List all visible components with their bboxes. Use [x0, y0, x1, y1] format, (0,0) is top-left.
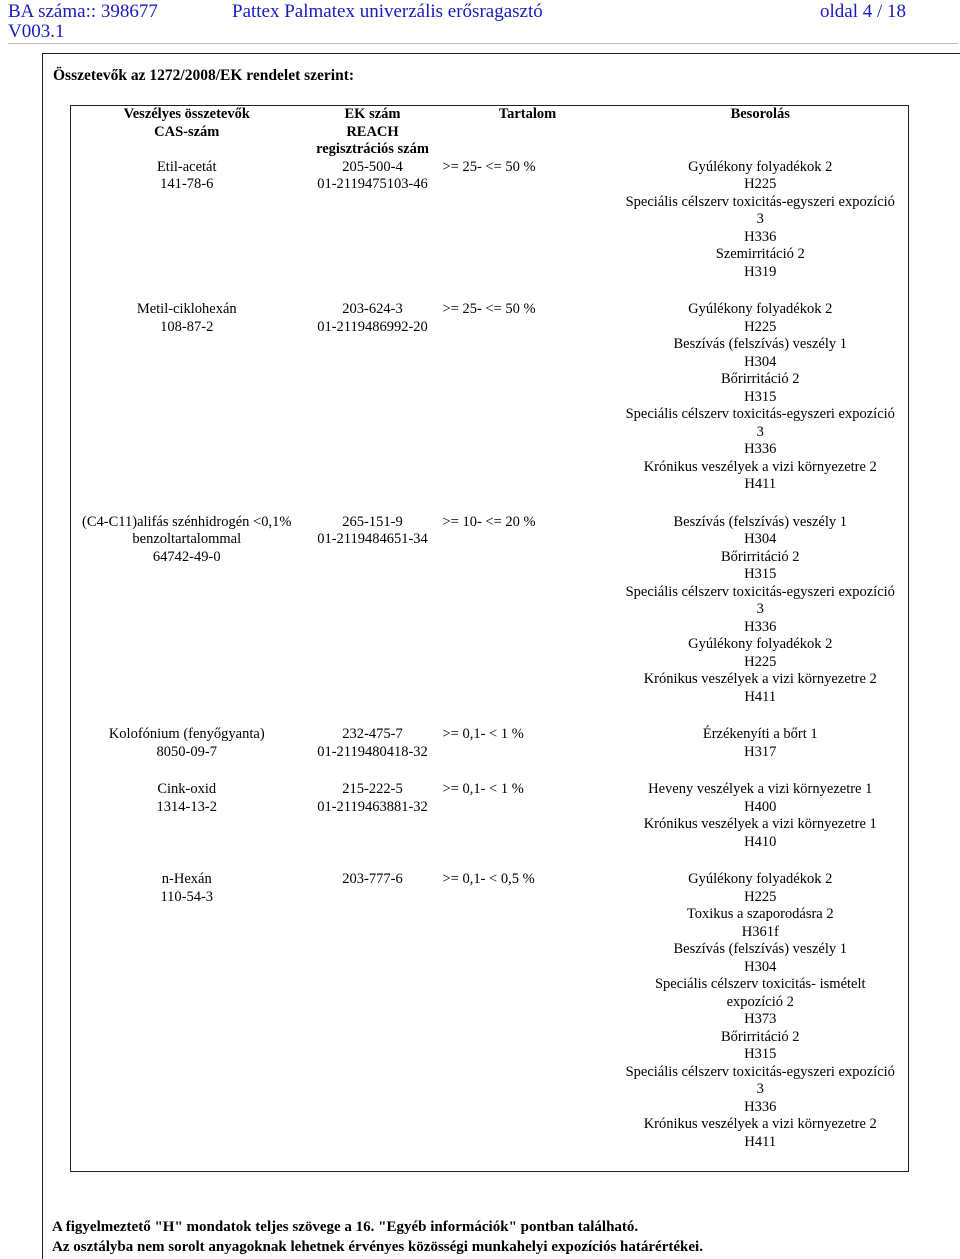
ec-number-cell: 203-624-3 01-2119486992-20	[317, 301, 428, 335]
header-hazardous-components: Veszélyes összetevők CAS-szám	[123, 106, 250, 140]
content-cell: >= 0,1- < 1 %	[442, 726, 524, 742]
classification-cell: Heveny veszélyek a vizi környezetre 1 H400 Krónikus veszélyek a vizi környezetre 1 H410	[643, 781, 877, 850]
page-number: oldal 4 / 18	[820, 1, 907, 22]
header-content: Tartalom	[498, 106, 557, 122]
ec-number-cell: 215-222-5 01-2119463881-32	[317, 781, 428, 815]
table-header-row	[71, 106, 909, 159]
component-name-cell: Etil-acetát 141-78-6	[156, 158, 217, 192]
table-row	[71, 159, 909, 302]
ec-number-cell: 265-151-9 01-2119484651-34	[317, 513, 428, 547]
page-header	[0, 0, 960, 44]
component-name-cell: Kolofónium (fenyőgyanta) 8050-09-7	[108, 726, 265, 760]
ec-number-cell: 205-500-4 01-2119475103-46	[317, 158, 428, 192]
table-row	[71, 301, 909, 514]
ec-number-cell: 203-777-6	[342, 871, 403, 887]
header-classification: Besorolás	[730, 106, 790, 122]
document-id: BA száma:: 398677	[8, 1, 158, 22]
content-cell: >= 0,1- < 1 %	[442, 781, 524, 797]
classification-cell: Gyúlékony folyadékok 2 H225 Toxikus a szaporodásra 2 H361f Beszívás (felszívás) veszély 1 H304 Speciális célszerv toxicitás- ismételt expozíció 2 H373 Bőrirritáció 2 H315 Speciális célszerv toxicitás-egyszeri expozíció 3 H336 Krónikus veszélyek a vizi környezetre 2 H411	[625, 871, 895, 1150]
component-name-cell: Metil-ciklohexán 108-87-2	[136, 301, 237, 335]
document-version: V003.1	[8, 21, 65, 42]
classification-cell: Érzékenyíti a bőrt 1 H317	[702, 726, 818, 760]
classification-cell: Gyúlékony folyadékok 2 H225 Beszívás (felszívás) veszély 1 H304 Bőrirritáció 2 H315 Speciális célszerv toxicitás-egyszeri expozíció 3 H336 Krónikus veszélyek a vizi környezetre 2 H411	[625, 301, 895, 492]
component-name-cell: n-Hexán 110-54-3	[160, 871, 214, 905]
components-table	[70, 105, 909, 1172]
component-name-cell: Cink-oxid 1314-13-2	[156, 781, 217, 815]
classification-cell: Gyúlékony folyadékok 2 H225 Speciális célszerv toxicitás-egyszeri expozíció 3 H336 Szemirritáció 2 H319	[625, 158, 895, 280]
section-title: Összetevők az 1272/2008/EK rendelet szerint:	[53, 67, 355, 84]
header-divider	[8, 43, 958, 44]
header-ec-number: EK szám REACH regisztrációs szám	[316, 106, 429, 157]
component-name-cell: (C4-C11)alifás szénhidrogén <0,1% benzoltartalommal 64742-49-0	[82, 513, 292, 565]
content-cell: >= 25- <= 50 %	[442, 301, 536, 317]
table-row	[71, 514, 909, 727]
content-cell: >= 10- <= 20 %	[442, 513, 536, 530]
ec-number-cell: 232-475-7 01-2119480418-32	[317, 726, 428, 760]
table-row	[71, 726, 909, 781]
content-cell: >= 25- <= 50 %	[442, 158, 536, 175]
footer-note-exposure-limits: Az osztályba nem sorolt anyagoknak lehetnek érvényes közösségi munkahelyi expozíciós határértékei.	[52, 1239, 703, 1255]
product-name: Pattex Palmatex univerzális erősragasztó	[232, 1, 543, 22]
classification-cell: Beszívás (felszívás) veszély 1 H304 Bőrirritáció 2 H315 Speciális célszerv toxicitás-egyszeri expozíció 3 H336 Gyúlékony folyadékok 2 H225 Krónikus veszélyek a vizi környezetre 2 H411	[625, 513, 895, 705]
footer-note-h-statements: A figyelmeztető "H" mondatok teljes szövege a 16. "Egyéb információk" pontban található.	[52, 1219, 639, 1235]
table-row	[71, 781, 909, 871]
table-row	[71, 871, 909, 1172]
table-body	[71, 159, 909, 1172]
content-cell: >= 0,1- < 0,5 %	[442, 871, 535, 887]
